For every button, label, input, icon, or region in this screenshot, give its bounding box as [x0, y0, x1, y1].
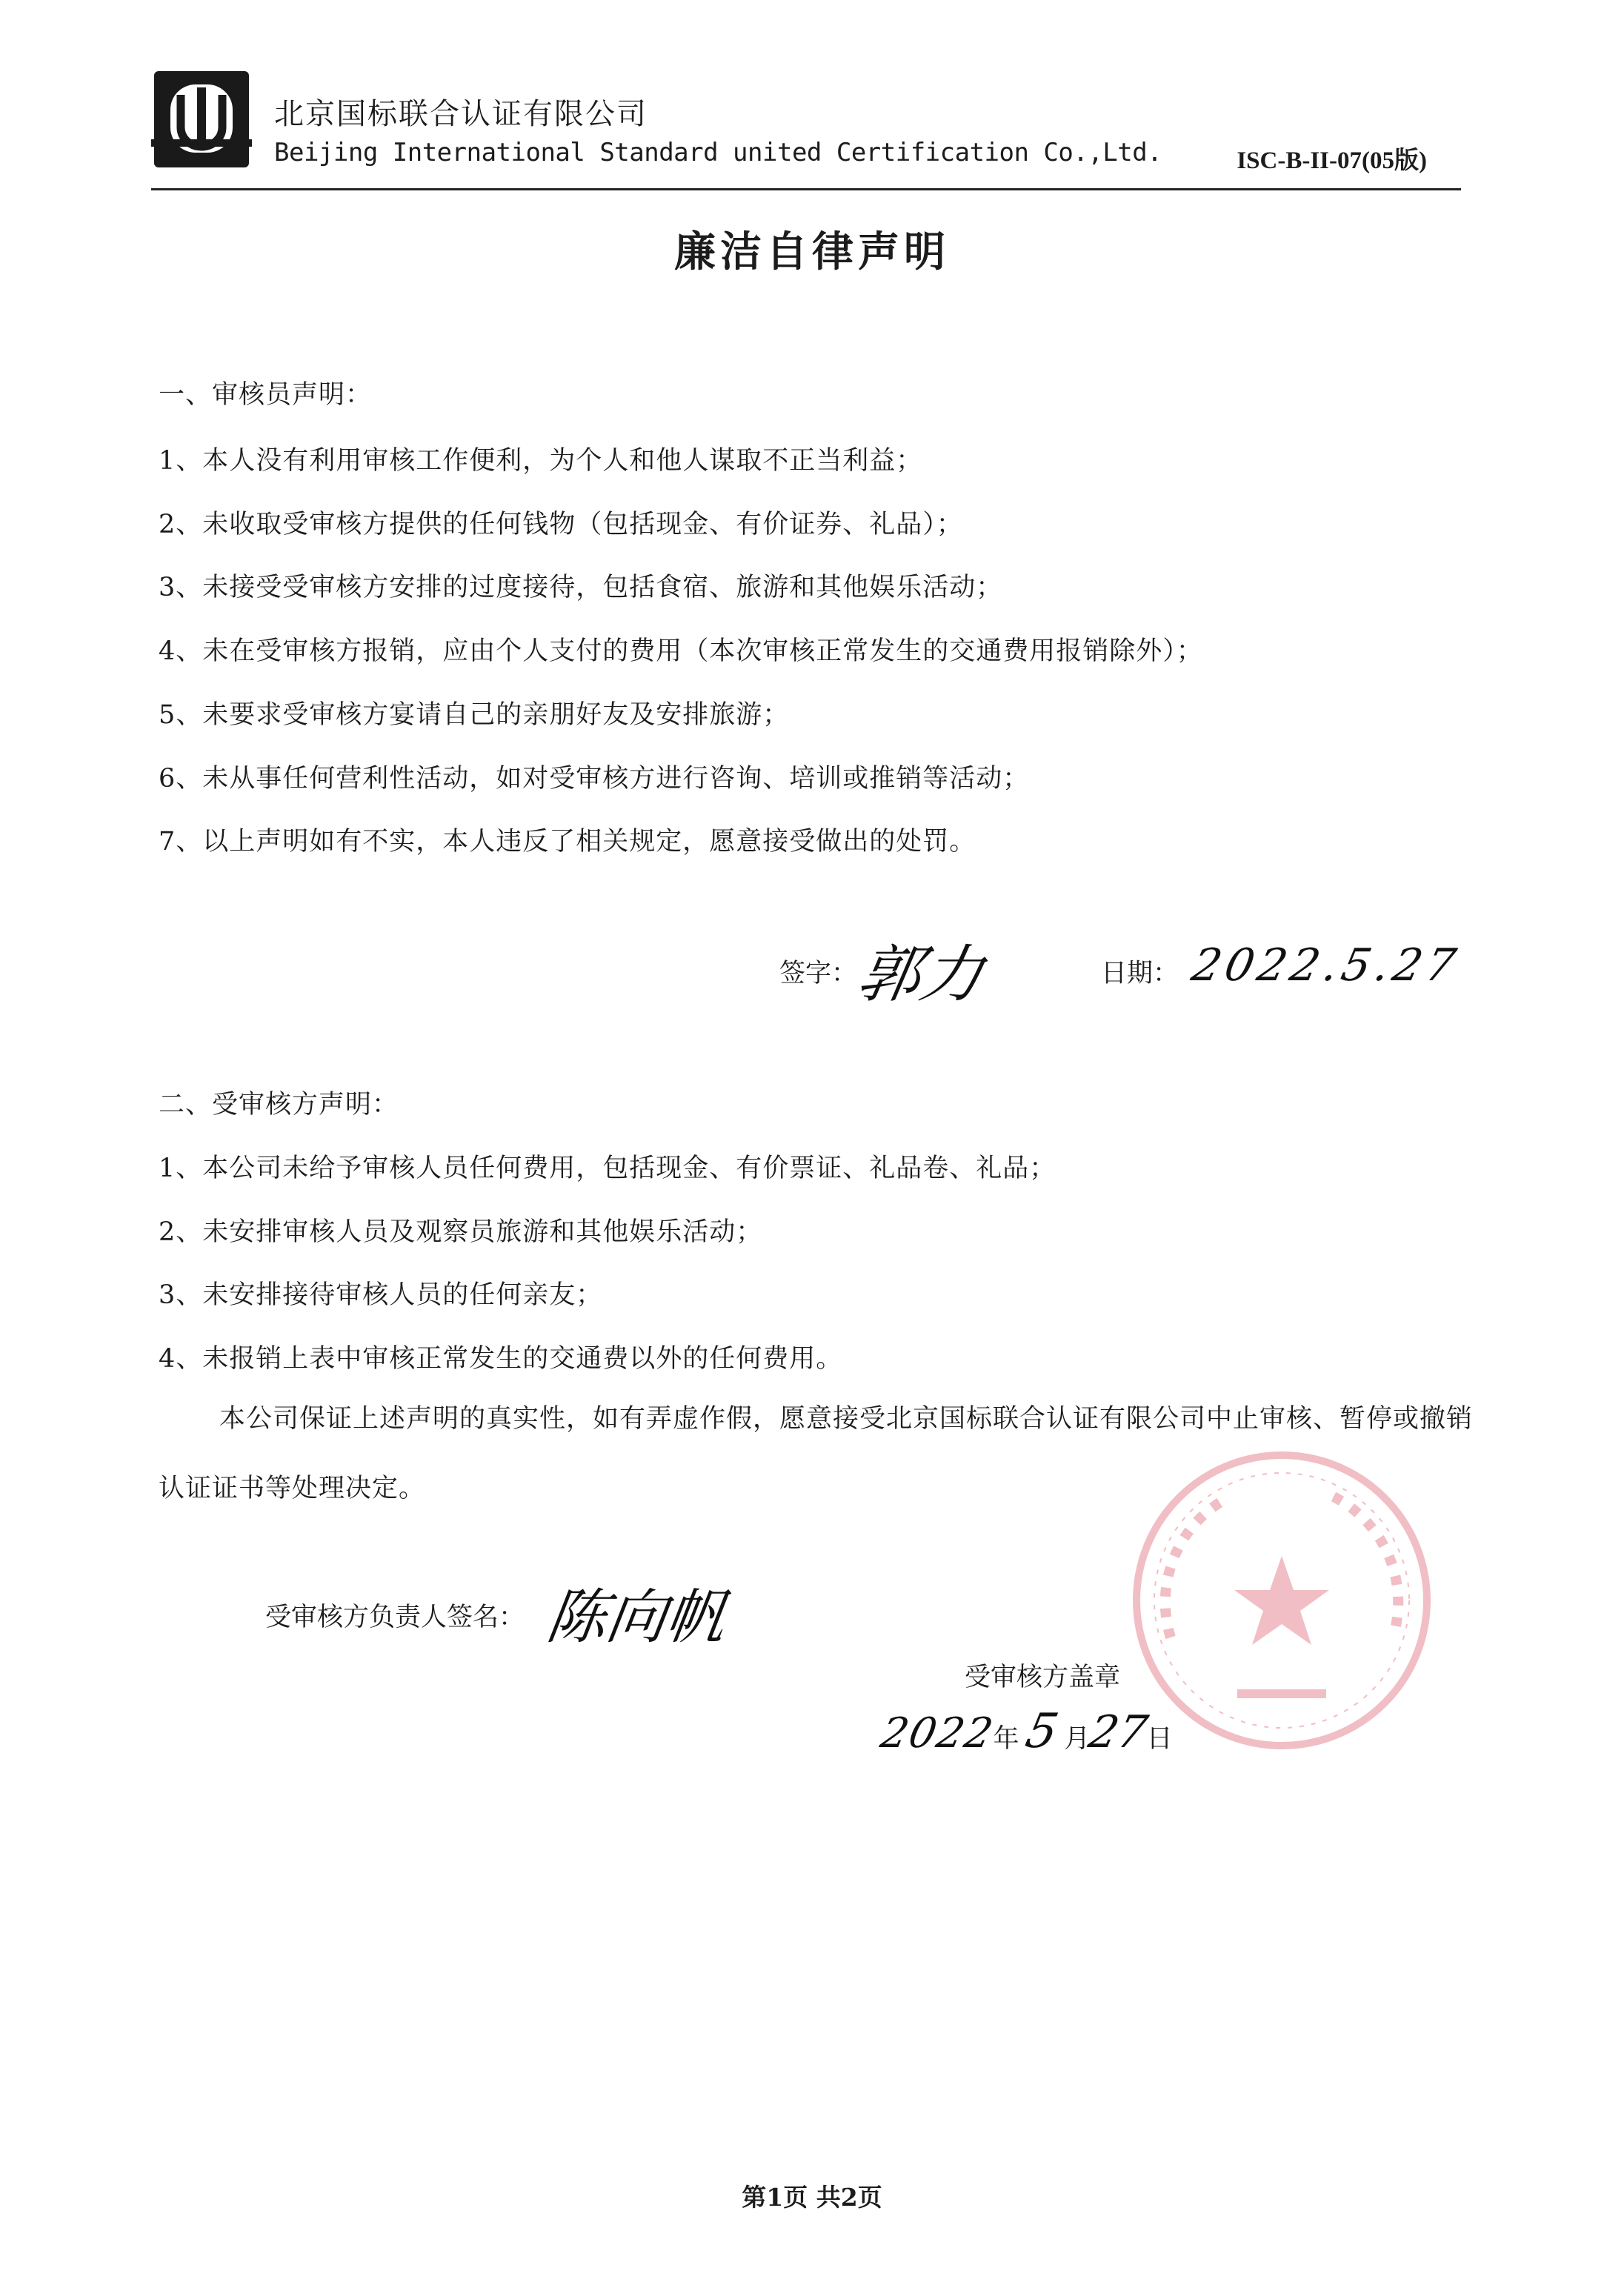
header-divider — [151, 188, 1461, 190]
auditee-date — [876, 1704, 1173, 1759]
auditor-item: 7、以上声明如有不实，本人违反了相关规定，愿意接受做出的处罚。 — [159, 827, 976, 857]
company-logo — [151, 68, 252, 170]
auditor-signature: 郭力 — [852, 938, 990, 1011]
auditor-signature-label: 签字： — [779, 959, 858, 988]
auditee-section-heading: 二、受审核方声明： — [159, 1090, 399, 1120]
auditor-item: 3、未接受受审核方安排的过度接待，包括食宿、旅游和其他娱乐活动； — [159, 573, 1003, 602]
auditor-date: 2022.5.27 — [1187, 940, 1465, 991]
auditee-date-day: 27 — [1084, 1706, 1153, 1758]
auditor-section-heading: 一、审核员声明： — [159, 380, 373, 410]
page-number: 第1页 共2页 — [742, 2183, 882, 2212]
auditee-date-year: 2022 — [876, 1709, 999, 1757]
form-code: ISC-B-II-07(05版) — [1237, 147, 1427, 174]
auditee-responsible-label: 受审核方负责人签名： — [265, 1603, 525, 1632]
month-unit: 月 — [1064, 1724, 1091, 1754]
document-title: 廉洁自律声明 — [674, 228, 950, 276]
company-name-en: Beijing International Standard united Certification Co.,Ltd. — [274, 138, 1162, 167]
auditee-guarantee-paragraph: 本公司保证上述声明的真实性，如有弄虚作假，愿意接受北京国标联合认证有限公司中止审核、暂停或撤销认证证书等处理决定。 — [159, 1404, 1474, 1503]
auditor-date-label: 日期： — [1101, 959, 1179, 988]
auditee-item: 1、本公司未给予审核人员任何费用，包括现金、有价票证、礼品卷、礼品； — [159, 1154, 1056, 1183]
auditor-item: 5、未要求受审核方宴请自己的亲朋好友及安排旅游； — [159, 700, 790, 730]
auditee-date-month: 5 — [1020, 1704, 1063, 1759]
auditor-item: 4、未在受审核方报销，应由个人支付的费用（本次审核正常发生的交通费用报销除外）； — [159, 636, 1203, 666]
auditor-item: 2、未收取受审核方提供的任何钱物（包括现金、有价证券、礼品）； — [159, 510, 963, 539]
auditee-item: 2、未安排审核人员及观察员旅游和其他娱乐活动； — [159, 1217, 763, 1247]
company-seal — [1126, 1445, 1437, 1756]
day-unit: 日 — [1146, 1724, 1173, 1754]
auditee-responsible-signature: 陈向帆 — [542, 1583, 731, 1652]
auditee-item: 4、未报销上表中审核正常发生的交通费以外的任何费用。 — [159, 1344, 843, 1374]
auditee-item: 3、未安排接待审核人员的任何亲友； — [159, 1280, 603, 1310]
auditee-seal-label: 受审核方盖章 — [965, 1663, 1121, 1692]
auditor-item: 6、未从事任何营利性活动，如对受审核方进行咨询、培训或推销等活动； — [159, 764, 1030, 794]
company-name-cn: 北京国标联合认证有限公司 — [274, 97, 648, 131]
auditor-item: 1、本人没有利用审核工作便利，为个人和他人谋取不正当利益； — [159, 446, 923, 476]
year-unit: 年 — [993, 1724, 1019, 1754]
